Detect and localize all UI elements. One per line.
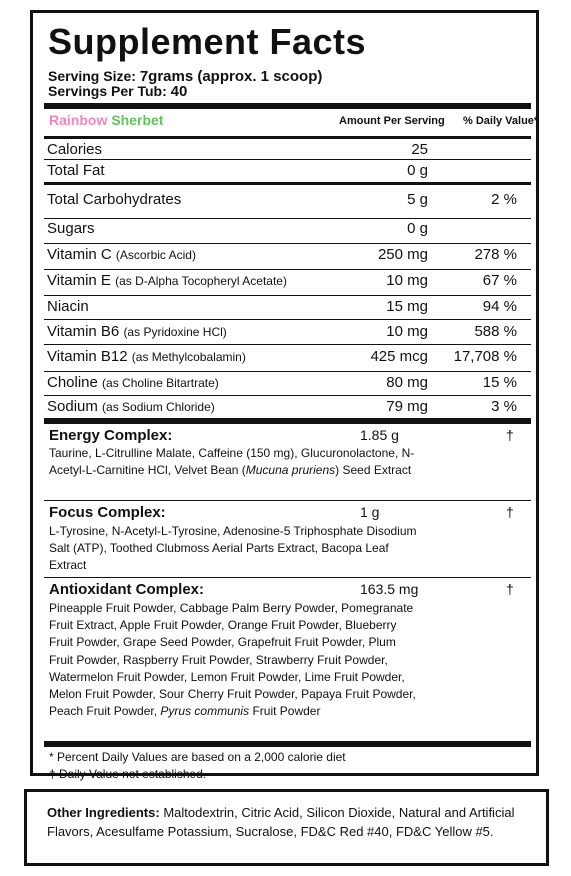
divider-mid <box>44 182 531 185</box>
divider-thin <box>44 159 531 160</box>
supplement-facts-panel: Supplement Facts Serving Size: 7grams (approx. 1 scoop) Servings Per Tub: 40 Rainbow Sherbet Amount Per Serving % Daily Value* Calories 25 Total Fat 0 g Total Carbohydrates 5 g 2 % Sugars 0 g Vitamin C (Ascorbic Acid) 250 mg 278 % Vitamin E (as D-Alpha Tocopheryl Acetate) 10 mg 67 % Niacin 15 mg 94 % Vitamin B6 (as Pyridoxine HCl) 10 mg 588 % Vitamin B12 (as Methylcobalamin) 425 mcg 17,708 % Choline (as Choline Bitartrate) 80 mg 15 % Sodium (as Sodium Chloride) 79 mg 3 % Energy Complex: 1.85 g † Taurine, L-Citrulline Malate, Caffeine (150 mg), Glucuronolactone, N-Acetyl-L-Carnitine HCl, Velvet Bean (Mucuna pruriens) Seed Extract Focus Complex: 1 g † L-Tyrosine, N-Acetyl-L-Tyrosine, Adenosine-5 Triphosphate Disodium Salt (ATP), Toothed Clubmoss Aerial Parts Extract, Bacopa Leaf Extract Antioxidant Complex: 163.5 mg † Pineapple Fruit Powder, Cabbage Palm Berry Powder, Pomegranate Fruit Extract, Apple Fruit Powder, Orange Fruit Powder, Blueberry Fruit Powder, Grape Seed Powder, Grapefruit Fruit Powder, Plum Fruit Powder, Raspberry Fruit Powder, Strawberry Fruit Powder, Watermelon Fruit Powder, Lemon Fruit Powder, Lime Fruit Powder, Melon Fruit Powder, Sour Cherry Fruit Powder, Papaya Fruit Powder, Peach Fruit Powder, Pyrus communis Fruit Powder * Percent Daily Values are based on a 2,000 calorie diet † Daily Value not established. <box>30 10 539 776</box>
flavor-name: Rainbow Sherbet <box>49 112 164 128</box>
other-ingredients-box <box>24 789 549 866</box>
complex-dv: † <box>506 581 514 597</box>
serving-size: Serving Size: 7grams (approx. 1 scoop) <box>48 68 323 85</box>
complex-title: Energy Complex: <box>49 427 173 444</box>
divider-thin <box>44 243 531 244</box>
complex-ingredients: L-Tyrosine, N-Acetyl-L-Tyrosine, Adenosine-5 Triphosphate Disodium Salt (ATP), Toothed Clubmoss Aerial Parts Extract, Bacopa Leaf Extract <box>49 524 417 573</box>
divider-thin <box>44 395 531 396</box>
divider-thick <box>44 741 531 747</box>
complex-title: Antioxidant Complex: <box>49 581 205 598</box>
complex-ingredients: Pineapple Fruit Powder, Cabbage Palm Berry Powder, Pomegranate Fruit Extract, Apple Fruit Powder, Orange Fruit Powder, Blueberry Fruit Powder, Grape Seed Powder, Grapefruit Fruit Powder, Plum Fruit Powder, Raspberry Fruit Powder, Strawberry Fruit Powder, Watermelon Fruit Powder, Lemon Fruit Powder, Lime Fruit Powder, Melon Fruit Powder, Sour Cherry Fruit Powder, Papaya Fruit Powder, Peach Fruit Powder, Pyrus communis Fruit Powder <box>49 601 416 719</box>
divider-thin <box>44 577 531 578</box>
divider-thin <box>44 371 531 372</box>
divider-thin <box>44 500 531 501</box>
footnote-dagger: † Daily Value not established. <box>49 767 207 781</box>
divider-thin <box>44 344 531 345</box>
daily-value-column-header: % Daily Value* <box>463 115 539 127</box>
divider-thick <box>44 103 531 109</box>
complex-dv: † <box>506 504 514 520</box>
divider-mid <box>44 136 531 139</box>
complex-amount: 1 g <box>360 504 380 520</box>
divider-thin <box>44 295 531 296</box>
complex-title: Focus Complex: <box>49 504 166 521</box>
servings-per-tub: Servings Per Tub: 40 <box>48 83 188 100</box>
amount-column-header: Amount Per Serving <box>339 115 445 127</box>
divider-thin <box>44 269 531 270</box>
complex-amount: 1.85 g <box>360 427 399 443</box>
complex-dv: † <box>506 427 514 443</box>
panel-title: Supplement Facts <box>48 21 367 62</box>
column-header-row <box>49 112 539 132</box>
footnote-percent: * Percent Daily Values are based on a 2,000 calorie diet <box>49 750 346 764</box>
complex-amount: 163.5 mg <box>360 581 419 597</box>
divider-thin <box>44 218 531 219</box>
serving-info <box>48 69 322 99</box>
complex-ingredients: Taurine, L-Citrulline Malate, Caffeine (150 mg), Glucuronolactone, N-Acetyl-L-Carnitine HCl, Velvet Bean (Mucuna pruriens) Seed Extract <box>49 446 415 478</box>
divider-thin <box>44 319 531 320</box>
other-ingredients: Other Ingredients: Maltodextrin, Citric Acid, Silicon Dioxide, Natural and Artificial Flavors, Acesulfame Potassium, Sucralose, FD&C Red #40, FD&C Yellow #5. <box>47 805 515 839</box>
divider-thick <box>44 418 531 424</box>
